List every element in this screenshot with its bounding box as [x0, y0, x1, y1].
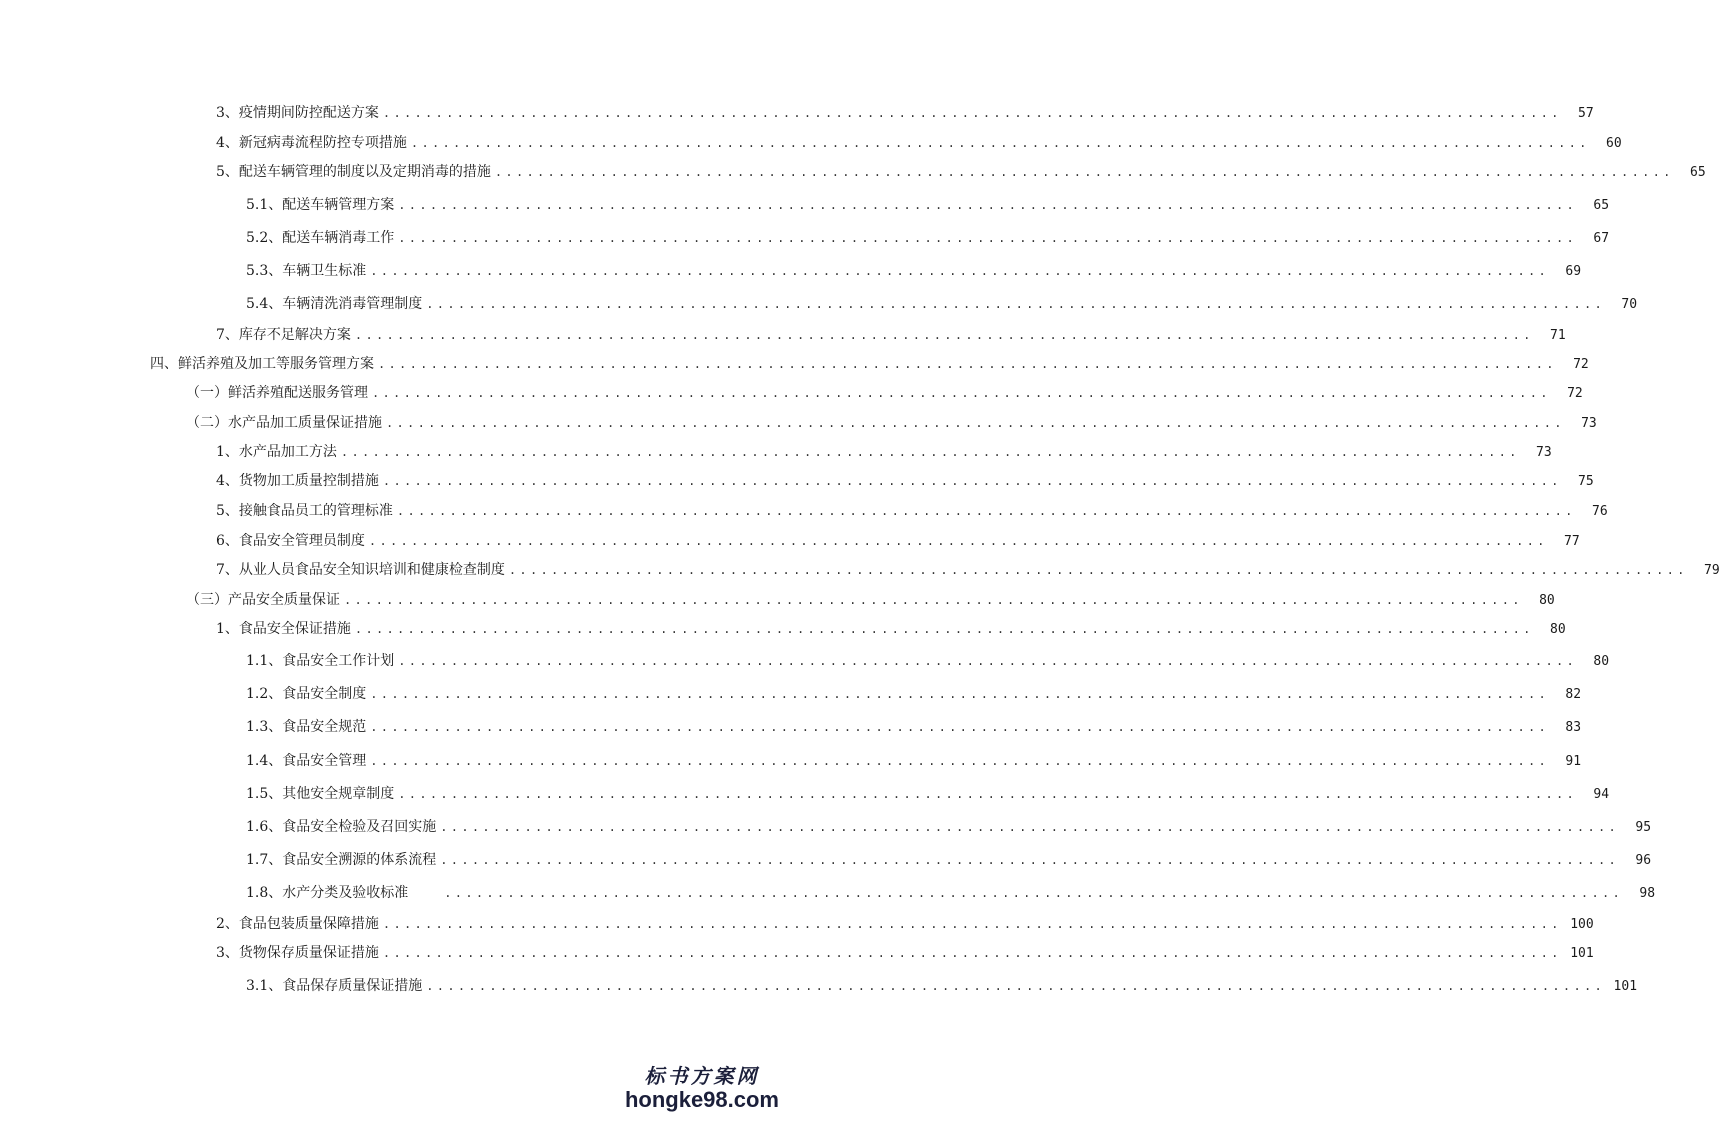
toc-entry-label: 3.1、食品保存质量保证措施	[246, 978, 423, 994]
toc-entry[interactable]	[246, 974, 1638, 998]
toc-entry-page: 73	[1581, 416, 1597, 431]
toc-entry[interactable]	[216, 469, 1594, 493]
toc-entry[interactable]	[216, 912, 1594, 936]
toc-entry-page: 101	[1613, 979, 1638, 994]
toc-entry-label: 四、鲜活养殖及加工等服务管理方案	[150, 356, 374, 372]
dot-leader: ................................................................................................................	[370, 264, 1550, 278]
toc-entry-label: 1.2、食品安全制度	[246, 686, 367, 702]
dot-leader: ................................................................................................................	[398, 231, 1578, 245]
toc-entry-page: 91	[1565, 754, 1582, 769]
dot-leader: ................................................................................................................	[370, 687, 1550, 701]
toc-entry[interactable]	[216, 558, 1720, 582]
toc-entry-label: 1.3、食品安全规范	[246, 719, 367, 735]
toc-entry-label: 7、从业人员食品安全知识培训和健康检查制度	[216, 562, 505, 578]
toc-entry-label: 1.5、其他安全规章制度	[246, 786, 395, 802]
toc-entry-page: 80	[1550, 622, 1566, 637]
toc-entry[interactable]	[246, 292, 1638, 316]
dot-leader: ................................................................................................................	[426, 979, 1606, 993]
dot-leader: ................................................................................................................	[396, 504, 1576, 518]
dot-leader: ................................................................................................................	[398, 787, 1578, 801]
toc-entry-page: 83	[1565, 720, 1582, 735]
site-watermark	[625, 1064, 779, 1112]
toc-entry[interactable]	[216, 529, 1580, 553]
toc-entry-page: 100	[1570, 917, 1594, 932]
toc-entry[interactable]	[186, 411, 1597, 435]
toc-entry-page: 76	[1592, 504, 1608, 519]
dot-leader: ................................................................................................................	[398, 654, 1578, 668]
dot-leader: ................................................................................................................	[440, 853, 1620, 867]
toc-entry-page: 60	[1606, 136, 1622, 151]
toc-entry[interactable]	[216, 160, 1706, 184]
toc-entry-label: 6、食品安全管理员制度	[216, 533, 365, 549]
toc-entry[interactable]	[246, 715, 1582, 739]
toc-entry-label: 5、接触食品员工的管理标准	[216, 503, 393, 519]
dot-leader: ................................................................................................................	[354, 622, 1534, 636]
toc-entry-label: （一）鲜活养殖配送服务管理	[186, 385, 368, 401]
toc-entry-label: 2、食品包装质量保障措施	[216, 916, 379, 932]
toc-entry-page: 79	[1704, 563, 1720, 578]
toc-entry-label: 5.4、车辆清洗消毒管理制度	[246, 296, 423, 312]
dot-leader: ................................................................................................................	[410, 136, 1590, 150]
dot-leader: ................................................................................................................	[440, 820, 1620, 834]
toc-entry[interactable]	[246, 193, 1610, 217]
toc-entry[interactable]	[216, 440, 1552, 464]
toc-entry-label: 3、疫情期间防控配送方案	[216, 105, 379, 121]
dot-leader: ................................................................................................................	[344, 593, 1523, 607]
dot-leader: ................................................................................................................	[382, 474, 1562, 488]
toc-entry-label: 3、货物保存质量保证措施	[216, 945, 379, 961]
dot-leader: ................................................................................................................	[494, 165, 1674, 179]
toc-entry[interactable]	[186, 381, 1583, 405]
toc-entry-label: 5.3、车辆卫生标准	[246, 263, 367, 279]
toc-entry-page: 94	[1593, 787, 1610, 802]
toc-entry-label: 5.1、配送车辆管理方案	[246, 197, 395, 213]
toc-entry[interactable]	[246, 682, 1582, 706]
toc-entry-page: 98	[1639, 886, 1656, 901]
toc-entry-label: 5.2、配送车辆消毒工作	[246, 230, 395, 246]
dot-leader: ................................................................................................................	[426, 297, 1606, 311]
toc-entry-label: 1.4、食品安全管理	[246, 753, 367, 769]
toc-entry-page: 73	[1536, 445, 1552, 460]
toc-entry[interactable]	[246, 259, 1582, 283]
toc-entry[interactable]	[246, 782, 1610, 806]
toc-entry[interactable]	[216, 323, 1566, 347]
watermark-brand: 标书方案网	[644, 1064, 760, 1088]
toc-entry-label: 1、水产品加工方法	[216, 444, 337, 460]
toc-entry[interactable]	[150, 352, 1589, 376]
toc-entry-page: 80	[1539, 593, 1555, 608]
dot-leader: ................................................................................................................	[382, 917, 1562, 931]
toc-entry-label: 1.8、水产分类及验收标准	[246, 885, 409, 901]
toc-entry[interactable]	[216, 617, 1566, 641]
toc-entry[interactable]	[246, 881, 1656, 905]
dot-leader: ................................................................................................................	[354, 328, 1534, 342]
toc-entry-page: 65	[1593, 198, 1610, 213]
toc-entry[interactable]	[216, 101, 1594, 125]
toc-entry[interactable]	[216, 941, 1594, 965]
dot-leader: ................................................................................................................	[382, 946, 1562, 960]
dot-leader: ................................................................................................................	[386, 416, 1565, 430]
toc-entry-page: 71	[1550, 328, 1566, 343]
toc-entry[interactable]	[246, 226, 1610, 250]
dot-leader: ................................................................................................................	[378, 357, 1557, 371]
toc-entry-page: 82	[1565, 687, 1582, 702]
dot-leader: ................................................................................................................	[508, 563, 1688, 577]
toc-entry[interactable]	[246, 815, 1652, 839]
toc-entry[interactable]	[246, 749, 1582, 773]
toc-entry-page: 57	[1578, 106, 1594, 121]
toc-entry[interactable]	[246, 649, 1610, 673]
toc-entry-label: 7、库存不足解决方案	[216, 327, 351, 343]
toc-entry-page: 101	[1570, 946, 1594, 961]
toc-entry-label: 1.7、食品安全溯源的体系流程	[246, 852, 437, 868]
toc-entry-label: 1.1、食品安全工作计划	[246, 653, 395, 669]
toc-entry-label: （三）产品安全质量保证	[186, 592, 340, 608]
dot-leader: ................................................................................................................	[368, 534, 1548, 548]
toc-entry-label: 4、新冠病毒流程防控专项措施	[216, 135, 407, 151]
dot-leader: ................................................................................................................	[382, 106, 1562, 120]
toc-entry-label: 1、食品安全保证措施	[216, 621, 351, 637]
toc-entry-page: 69	[1565, 264, 1582, 279]
dot-leader: ................................................................................................................	[340, 445, 1520, 459]
toc-entry-page: 75	[1578, 474, 1594, 489]
toc-entry-page: 95	[1635, 820, 1652, 835]
dot-leader: ................................................................................................................	[370, 720, 1550, 734]
toc-entry-page: 96	[1635, 853, 1652, 868]
toc-entry[interactable]	[186, 588, 1555, 612]
toc-entry-label: 1.6、食品安全检验及召回实施	[246, 819, 437, 835]
toc-entry[interactable]	[216, 499, 1608, 523]
toc-entry-page: 72	[1573, 357, 1589, 372]
toc-entry-label: （二）水产品加工质量保证措施	[186, 415, 382, 431]
toc-entry-label: 4、货物加工质量控制措施	[216, 473, 379, 489]
dot-leader: ................................................................................................................	[372, 386, 1551, 400]
toc-entry-page: 70	[1621, 297, 1638, 312]
toc-entry-page: 67	[1593, 231, 1610, 246]
toc-entry-page: 77	[1564, 534, 1580, 549]
toc-entry-page: 80	[1593, 654, 1610, 669]
toc-entry[interactable]	[246, 848, 1652, 872]
dot-leader: ................................................................................................................	[370, 754, 1550, 768]
toc-entry-label: 5、配送车辆管理的制度以及定期消毒的措施	[216, 164, 491, 180]
toc-entry-page: 72	[1567, 386, 1583, 401]
dot-leader: ................................................................................................................	[444, 886, 1624, 900]
dot-leader: ................................................................................................................	[398, 198, 1578, 212]
watermark-url: hongke98.com	[624, 1087, 779, 1112]
toc-entry-page: 65	[1690, 165, 1706, 180]
toc-entry[interactable]	[216, 131, 1622, 155]
